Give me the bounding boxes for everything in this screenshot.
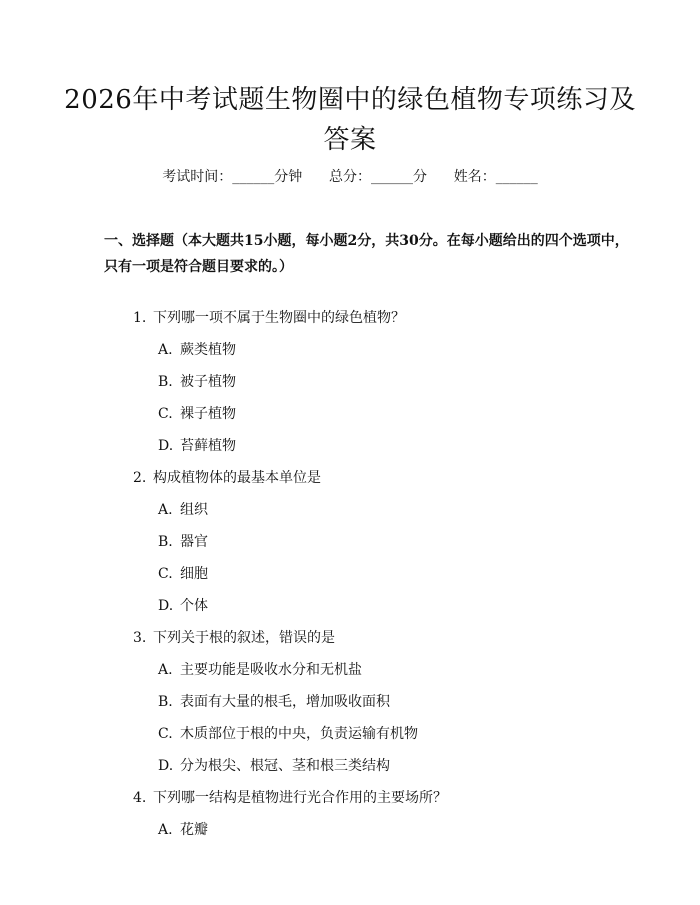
option-text: 组织 (180, 502, 208, 518)
option-letter: D. (158, 758, 174, 774)
question-1-option-b (158, 371, 236, 393)
section-heading-choice: 一、选择题（本大题共15小题，每小题2分，共30分。在每小题给出的四个选项中，只有一项是符合题目要求的。） (104, 233, 629, 275)
question-4-option-a (158, 819, 208, 841)
option-letter: D. (158, 438, 174, 454)
option-text: 苔藓植物 (180, 438, 236, 454)
option-text: 蕨类植物 (180, 342, 236, 358)
student-name-label: 姓名：______ (453, 169, 538, 185)
option-text: 器官 (180, 534, 208, 550)
option-letter: B. (158, 534, 173, 550)
question-text: 下列哪一项不属于生物圈中的绿色植物？ (153, 310, 405, 326)
question-1-option-c (158, 403, 236, 425)
option-text: 裸子植物 (180, 406, 236, 422)
option-text: 表面有大量的根毛，增加吸收面积 (180, 694, 390, 710)
document-title: 2026年中考试题生物圈中的绿色植物专项练习及答案 (64, 85, 636, 155)
option-letter: D. (158, 598, 174, 614)
option-letter: C. (158, 406, 173, 422)
question-3 (133, 627, 335, 649)
question-number: 3. (133, 630, 147, 646)
option-text: 被子植物 (180, 374, 236, 390)
question-1 (133, 307, 405, 329)
question-text: 构成植物体的最基本单位是 (153, 470, 321, 486)
option-letter: A. (158, 662, 173, 678)
question-number: 2. (133, 470, 147, 486)
option-letter: C. (158, 566, 173, 582)
option-text: 木质部位于根的中央，负责运输有机物 (180, 726, 418, 742)
option-text: 分为根尖、根冠、茎和根三类结构 (180, 758, 390, 774)
option-text: 花瓣 (180, 822, 208, 838)
question-2-option-c (158, 563, 208, 585)
question-4 (133, 787, 447, 809)
option-letter: B. (158, 374, 173, 390)
question-3-option-b (158, 691, 390, 713)
question-1-option-a (158, 339, 236, 361)
question-number: 4. (133, 790, 147, 806)
question-text: 下列关于根的叙述，错误的是 (153, 630, 335, 646)
question-1-option-d (158, 435, 236, 457)
question-number: 1. (133, 310, 147, 326)
question-2-option-a (158, 499, 208, 521)
question-2-option-b (158, 531, 208, 553)
question-3-option-c (158, 723, 418, 745)
option-letter: C. (158, 726, 173, 742)
option-letter: B. (158, 694, 173, 710)
option-letter: A. (158, 502, 173, 518)
question-text: 下列哪一结构是植物进行光合作用的主要场所？ (153, 790, 447, 806)
exam-meta (0, 166, 700, 188)
question-3-option-a (158, 659, 362, 681)
option-letter: A. (158, 822, 173, 838)
question-2-option-d (158, 595, 208, 617)
exam-time-label: 考试时间：______分钟 (162, 169, 303, 185)
question-3-option-d (158, 755, 390, 777)
option-text: 细胞 (180, 566, 208, 582)
option-letter: A. (158, 342, 173, 358)
total-score-label: 总分：______分 (329, 169, 427, 185)
question-2 (133, 467, 321, 489)
option-text: 主要功能是吸收水分和无机盐 (180, 662, 362, 678)
option-text: 个体 (180, 598, 208, 614)
